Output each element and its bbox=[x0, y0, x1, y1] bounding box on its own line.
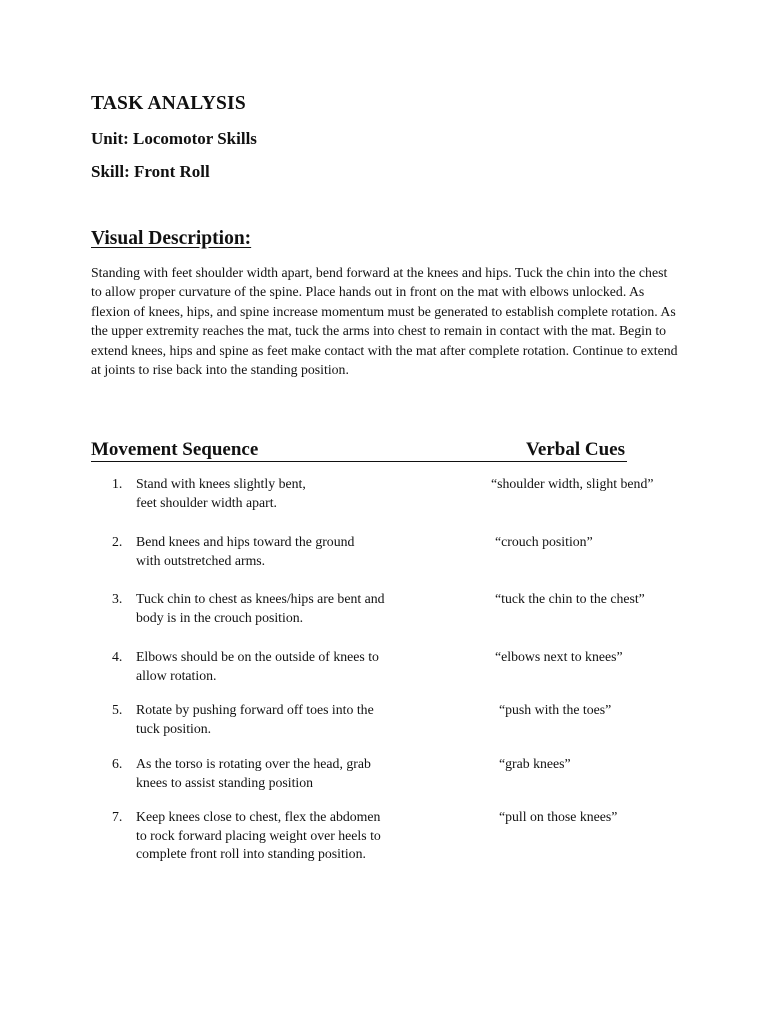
step-text-line: As the torso is rotating over the head, grab bbox=[136, 756, 371, 771]
step-number: 7. bbox=[112, 809, 123, 824]
document-title: TASK ANALYSIS bbox=[91, 93, 246, 114]
visual-description-text: Standing with feet shoulder width apart, bend forward at the knees and hips. Tuck the chin into the chest to allow proper curvature of the spine. Place hands out in front on the mat with elbows unlocked. As flexion of knees, hips, and spine increase momentum must be generated to establish complete rotation. As the upper extremity reaches the mat, tuck the arms into chest to remain in contact with the mat. Begin to extend knees, hips and spine as feet make contact with the mat after complete rotation. Continue to extend at joints to rise back into the standing position. bbox=[91, 265, 678, 378]
step-text-line: allow rotation. bbox=[136, 667, 217, 683]
step-text-line: to rock forward placing weight over heels to bbox=[136, 827, 381, 843]
step-text-line: Elbows should be on the outside of knees to bbox=[136, 649, 379, 664]
skill-label: Skill: Front Roll bbox=[91, 162, 210, 181]
step-text bbox=[136, 590, 436, 627]
step-text-line: tuck position. bbox=[136, 720, 212, 736]
step-cue: “grab knees” bbox=[499, 756, 571, 771]
verbal-cues-heading: Verbal Cues bbox=[525, 439, 625, 460]
step-number: 5. bbox=[112, 702, 123, 717]
step-text-line: Rotate by pushing forward off toes into the bbox=[136, 702, 374, 717]
step-text bbox=[136, 533, 436, 570]
step-text bbox=[136, 755, 436, 792]
step-cue: “pull on those knees” bbox=[499, 809, 618, 824]
step-cue: “tuck the chin to the chest” bbox=[495, 591, 645, 606]
step-number: 1. bbox=[112, 476, 123, 491]
step-text-line: body is in the crouch position. bbox=[136, 609, 304, 625]
step-number: 4. bbox=[112, 649, 123, 664]
step-text bbox=[136, 475, 436, 512]
visual-description-heading: Visual Description: bbox=[91, 228, 252, 249]
step-text-line: Tuck chin to chest as knees/hips are bent and bbox=[136, 591, 385, 606]
movement-sequence-heading: Movement Sequence bbox=[91, 439, 259, 460]
step-number: 3. bbox=[112, 591, 123, 606]
step-cue: “shoulder width, slight bend” bbox=[491, 476, 654, 491]
step-text-line: knees to assist standing position bbox=[136, 774, 314, 790]
unit-label: Unit: Locomotor Skills bbox=[91, 129, 257, 148]
step-text-line: Keep knees close to chest, flex the abdomen bbox=[136, 809, 381, 824]
step-text bbox=[136, 808, 436, 864]
sequence-table-header bbox=[91, 439, 627, 462]
step-text bbox=[136, 648, 436, 685]
step-text-line: Stand with knees slightly bent, bbox=[136, 476, 306, 491]
step-text-line: complete front roll into standing position. bbox=[136, 846, 366, 861]
step-cue: “crouch position” bbox=[495, 534, 593, 549]
step-text-line: with outstretched arms. bbox=[136, 552, 266, 568]
step-text-line: feet shoulder width apart. bbox=[136, 494, 277, 510]
step-cue: “push with the toes” bbox=[499, 702, 612, 717]
step-text-line: Bend knees and hips toward the ground bbox=[136, 534, 355, 549]
step-number: 2. bbox=[112, 534, 123, 549]
step-number: 6. bbox=[112, 756, 123, 771]
step-cue: “elbows next to knees” bbox=[495, 649, 623, 664]
step-text bbox=[136, 701, 436, 738]
